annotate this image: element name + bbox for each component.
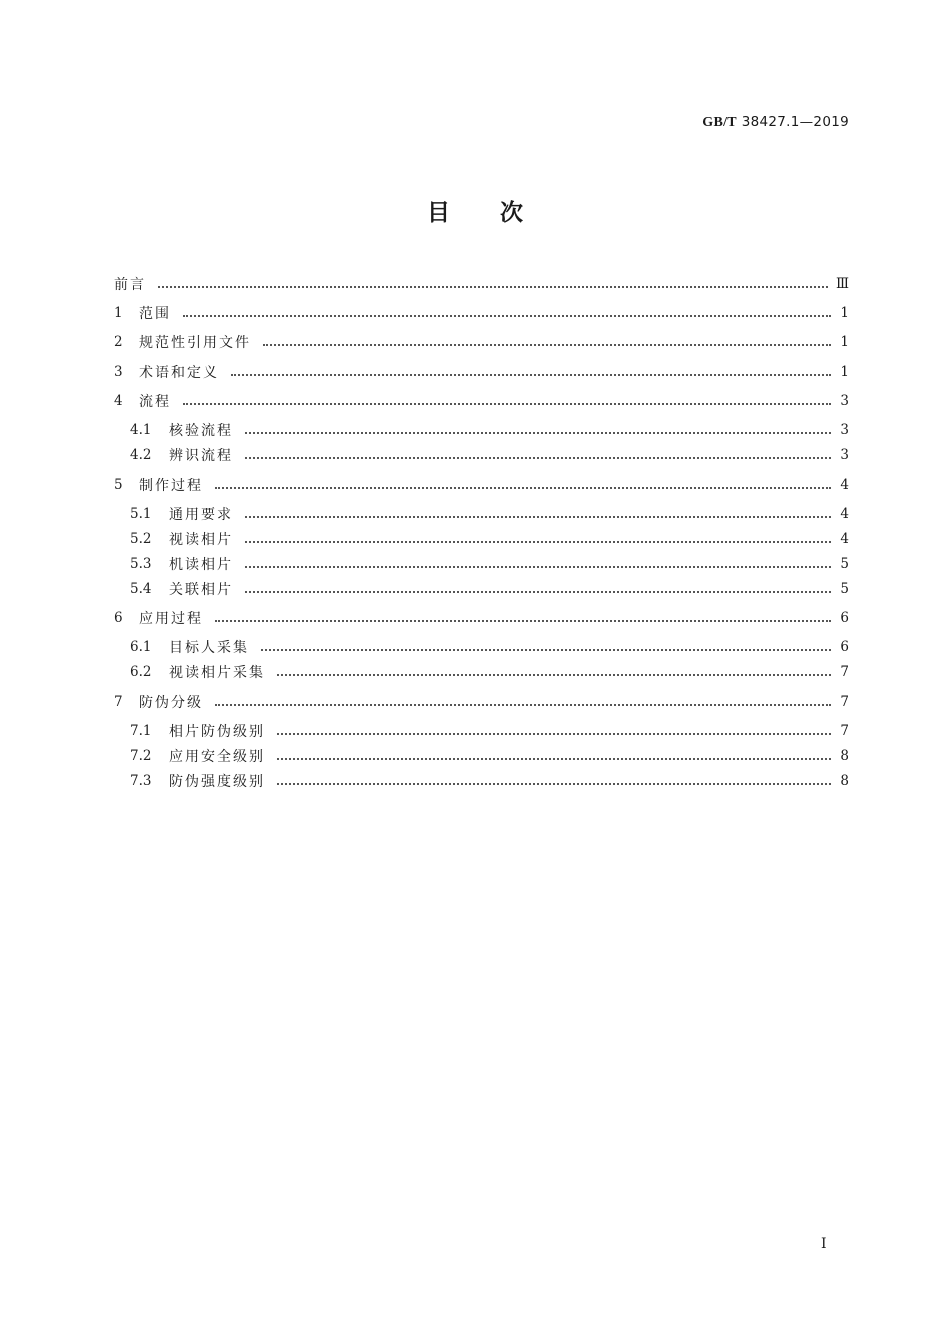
- toc-entry[interactable]: [114, 272, 849, 296]
- toc-entry[interactable]: [114, 606, 849, 630]
- toc-entry-label: 前言: [114, 277, 146, 293]
- toc-entry-number: 3: [114, 364, 123, 380]
- toc-entry-label: 应用过程: [139, 611, 203, 627]
- toc-leader-dots: [245, 432, 831, 434]
- toc-leader-dots: [245, 457, 831, 459]
- toc-entry-number: 4.2: [130, 447, 152, 463]
- toc-entry-number: 6.1: [130, 639, 152, 655]
- toc-leader-dots: [245, 591, 831, 593]
- toc-leader-dots: [277, 674, 831, 676]
- toc-entry-number: 5: [114, 477, 123, 493]
- toc-entry-number: 5.1: [130, 506, 152, 522]
- toc-leader-dots: [158, 286, 828, 288]
- toc-leader-dots: [215, 487, 831, 489]
- toc-entry-page: 1: [840, 364, 849, 380]
- toc-entry-page: 3: [840, 422, 849, 438]
- toc-entry-label: 范围: [139, 306, 171, 322]
- toc-entry-page: 7: [840, 694, 849, 710]
- toc-entry[interactable]: [130, 418, 849, 442]
- toc-entry-label: 核验流程: [169, 423, 233, 439]
- toc-entry-label: 应用安全级别: [169, 749, 265, 765]
- toc-entry-label: 关联相片: [169, 582, 233, 598]
- toc-entry-page: 8: [840, 773, 849, 789]
- toc-entry-page: 8: [840, 748, 849, 764]
- toc-entry[interactable]: [114, 389, 849, 413]
- toc-entry[interactable]: [130, 769, 849, 793]
- toc-entry-number: 7: [114, 694, 123, 710]
- toc-entry-number: 4.1: [130, 422, 152, 438]
- toc-entry-label: 流程: [139, 394, 171, 410]
- toc-entry-label: 辨识流程: [169, 448, 233, 464]
- toc-entry[interactable]: [130, 502, 849, 526]
- page-title: 目次: [427, 200, 573, 226]
- toc-leader-dots: [277, 758, 831, 760]
- toc-entry[interactable]: [130, 527, 849, 551]
- toc-entry-page: 4: [840, 506, 849, 522]
- toc-leader-dots: [231, 374, 831, 376]
- toc-entry[interactable]: [130, 719, 849, 743]
- toc-entry-number: 1: [114, 305, 123, 321]
- toc-entry-number: 5.4: [130, 581, 152, 597]
- toc-leader-dots: [277, 733, 831, 735]
- toc-entry-page: 6: [840, 639, 849, 655]
- toc-entry-page: 5: [840, 581, 849, 597]
- toc-entry-number: 7.2: [130, 748, 152, 764]
- toc-entry[interactable]: [114, 473, 849, 497]
- toc-entry-label: 防伪分级: [139, 695, 203, 711]
- toc-entry-number: 4: [114, 393, 123, 409]
- toc-entry[interactable]: [114, 330, 849, 354]
- toc-leader-dots: [263, 344, 831, 346]
- toc-entry-number: 6.2: [130, 664, 152, 680]
- toc-entry-number: 5.3: [130, 556, 152, 572]
- toc-entry[interactable]: [130, 577, 849, 601]
- toc-entry-page: 1: [840, 305, 849, 321]
- toc-entry-label: 相片防伪级别: [169, 724, 265, 740]
- toc-entry-page: 1: [840, 334, 849, 350]
- standard-number: 38427.1—2019: [741, 114, 849, 130]
- toc-entry-number: 2: [114, 334, 123, 350]
- toc-entry-number: 7.1: [130, 723, 152, 739]
- toc-entry-page: 4: [840, 477, 849, 493]
- toc-entry[interactable]: [114, 301, 849, 325]
- toc-entry-page: 7: [840, 723, 849, 739]
- toc-leader-dots: [215, 704, 831, 706]
- toc-entry-label: 视读相片: [169, 532, 233, 548]
- toc-entry-page: 4: [840, 531, 849, 547]
- toc-entry-label: 视读相片采集: [169, 665, 265, 681]
- toc-entry-page: 7: [840, 664, 849, 680]
- toc-leader-dots: [261, 649, 831, 651]
- toc-entry-page: 5: [840, 556, 849, 572]
- toc-leader-dots: [245, 516, 831, 518]
- toc-entry-label: 机读相片: [169, 557, 233, 573]
- toc-entry-page: 3: [840, 393, 849, 409]
- toc-entry-label: 制作过程: [139, 478, 203, 494]
- standard-prefix: GB/T: [702, 115, 737, 130]
- standard-code: [702, 114, 849, 131]
- toc-entry-page: 3: [840, 447, 849, 463]
- toc-entry[interactable]: [130, 660, 849, 684]
- toc-entry[interactable]: [130, 443, 849, 467]
- toc-entry[interactable]: [130, 635, 849, 659]
- toc-entry[interactable]: [130, 552, 849, 576]
- page-number: I: [821, 1236, 827, 1252]
- toc-leader-dots: [215, 620, 831, 622]
- toc-entry-label: 目标人采集: [169, 640, 249, 656]
- toc-leader-dots: [183, 315, 831, 317]
- toc-entry-page: 6: [840, 610, 849, 626]
- toc-entry-label: 规范性引用文件: [139, 335, 251, 351]
- toc-entry-label: 术语和定义: [139, 365, 219, 381]
- toc-entry[interactable]: [114, 690, 849, 714]
- toc-entry-number: 7.3: [130, 773, 152, 789]
- toc-leader-dots: [245, 566, 831, 568]
- toc-leader-dots: [245, 541, 831, 543]
- toc-entry-label: 通用要求: [169, 507, 233, 523]
- toc-leader-dots: [277, 783, 831, 785]
- toc-entry[interactable]: [114, 360, 849, 384]
- toc-entry-page: Ⅲ: [835, 276, 849, 292]
- toc-entry-label: 防伪强度级别: [169, 774, 265, 790]
- toc-leader-dots: [183, 403, 831, 405]
- toc-entry[interactable]: [130, 744, 849, 768]
- toc-entry-number: 6: [114, 610, 123, 626]
- toc-entry-number: 5.2: [130, 531, 152, 547]
